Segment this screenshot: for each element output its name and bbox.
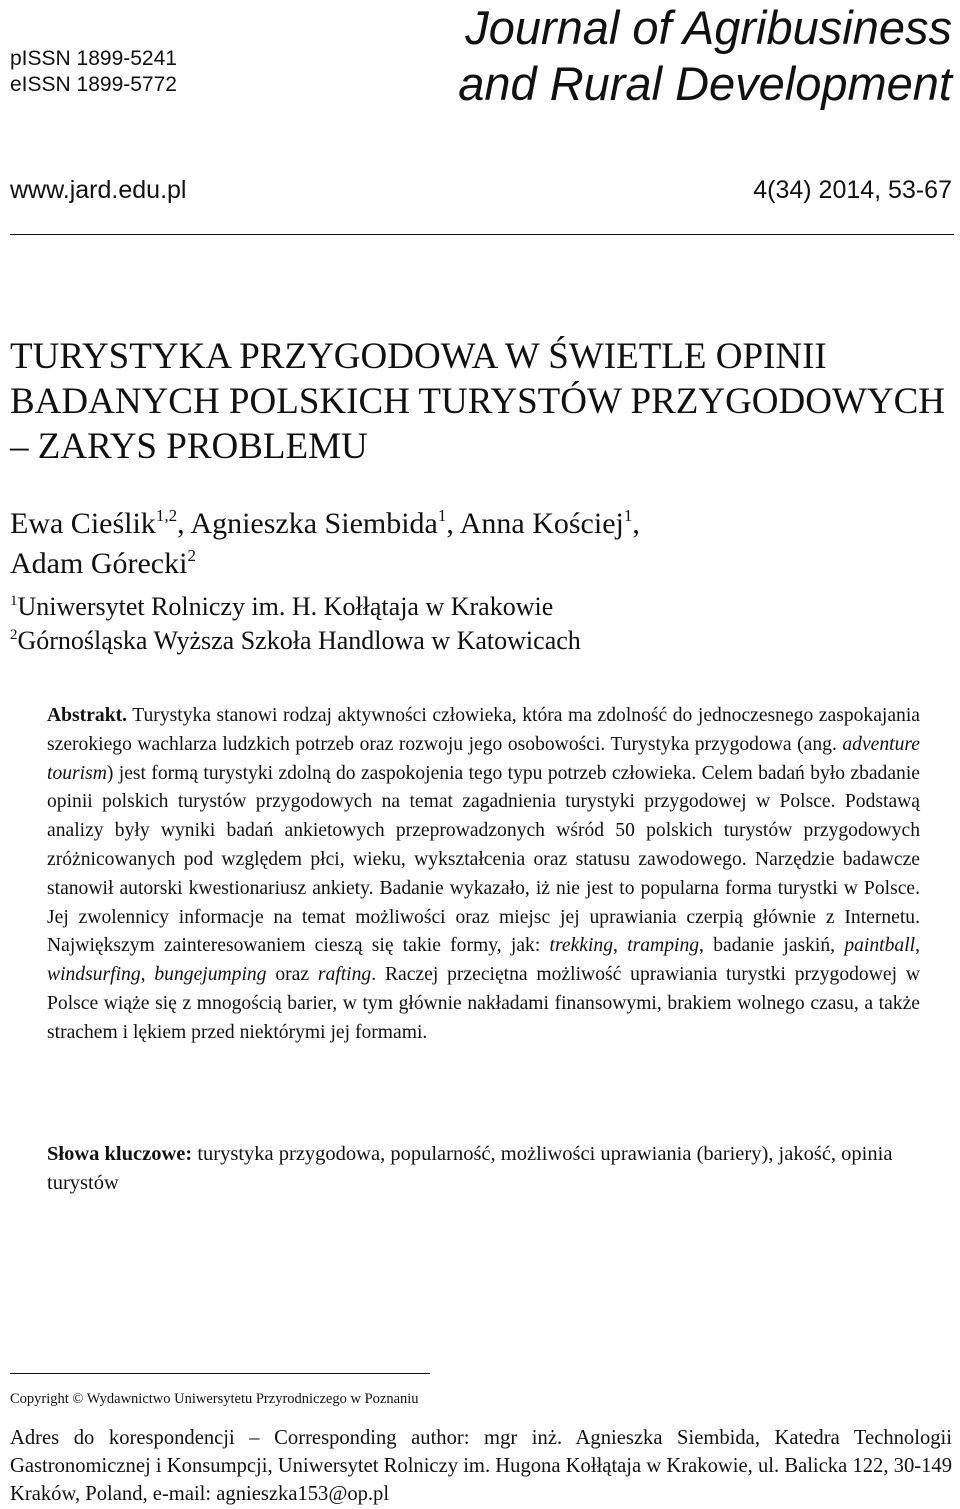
- copyright: Copyright © Wydawnictwo Uniwersytetu Przyrodniczego w Poznaniu: [10, 1391, 419, 1407]
- issue-info: 4(34) 2014, 53-67: [753, 176, 952, 204]
- abstract-italic-term: tramping: [627, 935, 700, 957]
- keywords-text: turystyka przygodowa, popularność, możliwości uprawiania (bariery), jakość, opinia turystów: [47, 1143, 893, 1194]
- authors: [10, 504, 950, 584]
- article-title: [10, 334, 950, 469]
- affiliation-item: [10, 624, 950, 658]
- author-separator: ,: [632, 507, 640, 540]
- issn-block: [10, 46, 177, 98]
- abstract-text: Turystyka stanowi rodzaj aktywności człowieka, która ma zdolność do jednoczesnego zaspokajania szerokiego wachlarza ludzkich potrzeb oraz rozwoju jego osobowości. Turystyka przygodowa (ang.: [47, 705, 920, 755]
- abstract-italic-term: rafting: [317, 964, 372, 986]
- author-separator: ,: [446, 507, 460, 540]
- abstract-italic-term: adventure tourism: [47, 733, 920, 784]
- abstract-text: , badanie jaskiń,: [699, 935, 845, 957]
- author-name: Anna Kościej: [459, 507, 624, 540]
- author-affiliation-ref: 1: [437, 506, 447, 525]
- affiliation-item: [10, 590, 950, 624]
- article-title-line3: – ZARYS PROBLEMU: [10, 426, 368, 467]
- affiliations: [10, 590, 950, 658]
- journal-title-line1: Journal of Agribusiness: [465, 1, 952, 54]
- abstract-text: ,: [613, 935, 628, 957]
- author-name: Agnieszka Siembida: [190, 507, 438, 540]
- footnote-divider: [10, 1373, 430, 1374]
- abstract-text: . Raczej przeciętna możliwość uprawiania turystki przygodowej w Polsce wiąże się z mnogością barier, w tym głównie nakładami finansowymi, brakiem wolnego czasu, a także strachem i lękiem przed niektórymi jej formami.: [47, 964, 920, 1043]
- header-divider: [10, 234, 954, 235]
- abstract-text: ,: [140, 964, 155, 986]
- author-affiliation-ref: 1,2: [155, 506, 178, 525]
- pissn: pISSN 1899-5241: [10, 47, 177, 70]
- abstract-italic-term: bungejumping: [154, 964, 267, 986]
- abstract-text: ) jest formą turystyki zdolną do zaspokojenia tego typu potrzeb człowieka. Celem badań było zbadanie opinii polskich turystów przygodowych na temat zagadnienia turystyki przygodowej w Polsce. Podstawą analizy były wyniki badań ankietowych przeprowadzonych wśród 50 polskich turystów przygodowych zróżnicowanych pod względem płci, wieku, wykształcenia oraz statusu zawodowego. Narzędzie badawcze stanowił autorski kwestionariusz ankiety. Badanie wykazało, iż nie jest to popularna forma turystki w Polsce. Jej zwolennicy informacje na temat możliwości oraz miejsc jej uprawiania czerpią głównie z Internetu. Największym zainteresowaniem cieszą się takie formy, jak:: [47, 762, 920, 957]
- affiliation-text: Uniwersytet Rolniczy im. H. Kołłątaja w Krakowie: [17, 592, 554, 621]
- journal-title: [458, 0, 952, 112]
- author-name: Ewa Cieślik: [10, 507, 156, 540]
- author-affiliation-ref: 1: [623, 506, 633, 525]
- article-title-line2: BADANYCH POLSKICH TURYSTÓW PRZYGODOWYCH: [10, 381, 946, 422]
- journal-url[interactable]: www.jard.edu.pl: [10, 176, 187, 204]
- abstract-italic-term: trekking: [549, 935, 614, 957]
- journal-title-line2: and Rural Development: [458, 57, 952, 110]
- correspondence-address: Adres do korespondencji – Corresponding author: mgr inż. Agnieszka Siembida, Katedra Technologii Gastronomicznej i Konsumpcji, Uniwersytet Rolniczy im. Hugona Kołłątaja w Krakowie, ul. Balicka 122, 30-149 Kraków, Poland, e-mail: agnieszka153@op.pl: [10, 1427, 952, 1505]
- author-affiliation-ref: 2: [187, 546, 196, 565]
- abstract-text: oraz: [266, 964, 318, 986]
- abstract-italic-term: paintball: [844, 935, 916, 957]
- abstract-italic-term: windsurfing: [47, 964, 141, 986]
- abstract-text: ,: [915, 935, 920, 957]
- abstract-label: Abstrakt.: [47, 705, 128, 726]
- article-title-line1: TURYSTYKA PRZYGODOWA W ŚWIETLE OPINII: [10, 336, 827, 377]
- affiliation-text: Górnośląska Wyższa Szkoła Handlowa w Katowicach: [17, 626, 581, 655]
- author-separator: ,: [177, 507, 191, 540]
- abstract: [47, 702, 920, 1048]
- eissn: eISSN 1899-5772: [10, 73, 177, 96]
- affiliation-number: 2: [10, 627, 18, 643]
- keywords: [47, 1140, 920, 1198]
- keywords-label: Słowa kluczowe:: [47, 1143, 193, 1165]
- author-name: Adam Górecki: [10, 547, 188, 580]
- affiliation-number: 1: [10, 593, 18, 609]
